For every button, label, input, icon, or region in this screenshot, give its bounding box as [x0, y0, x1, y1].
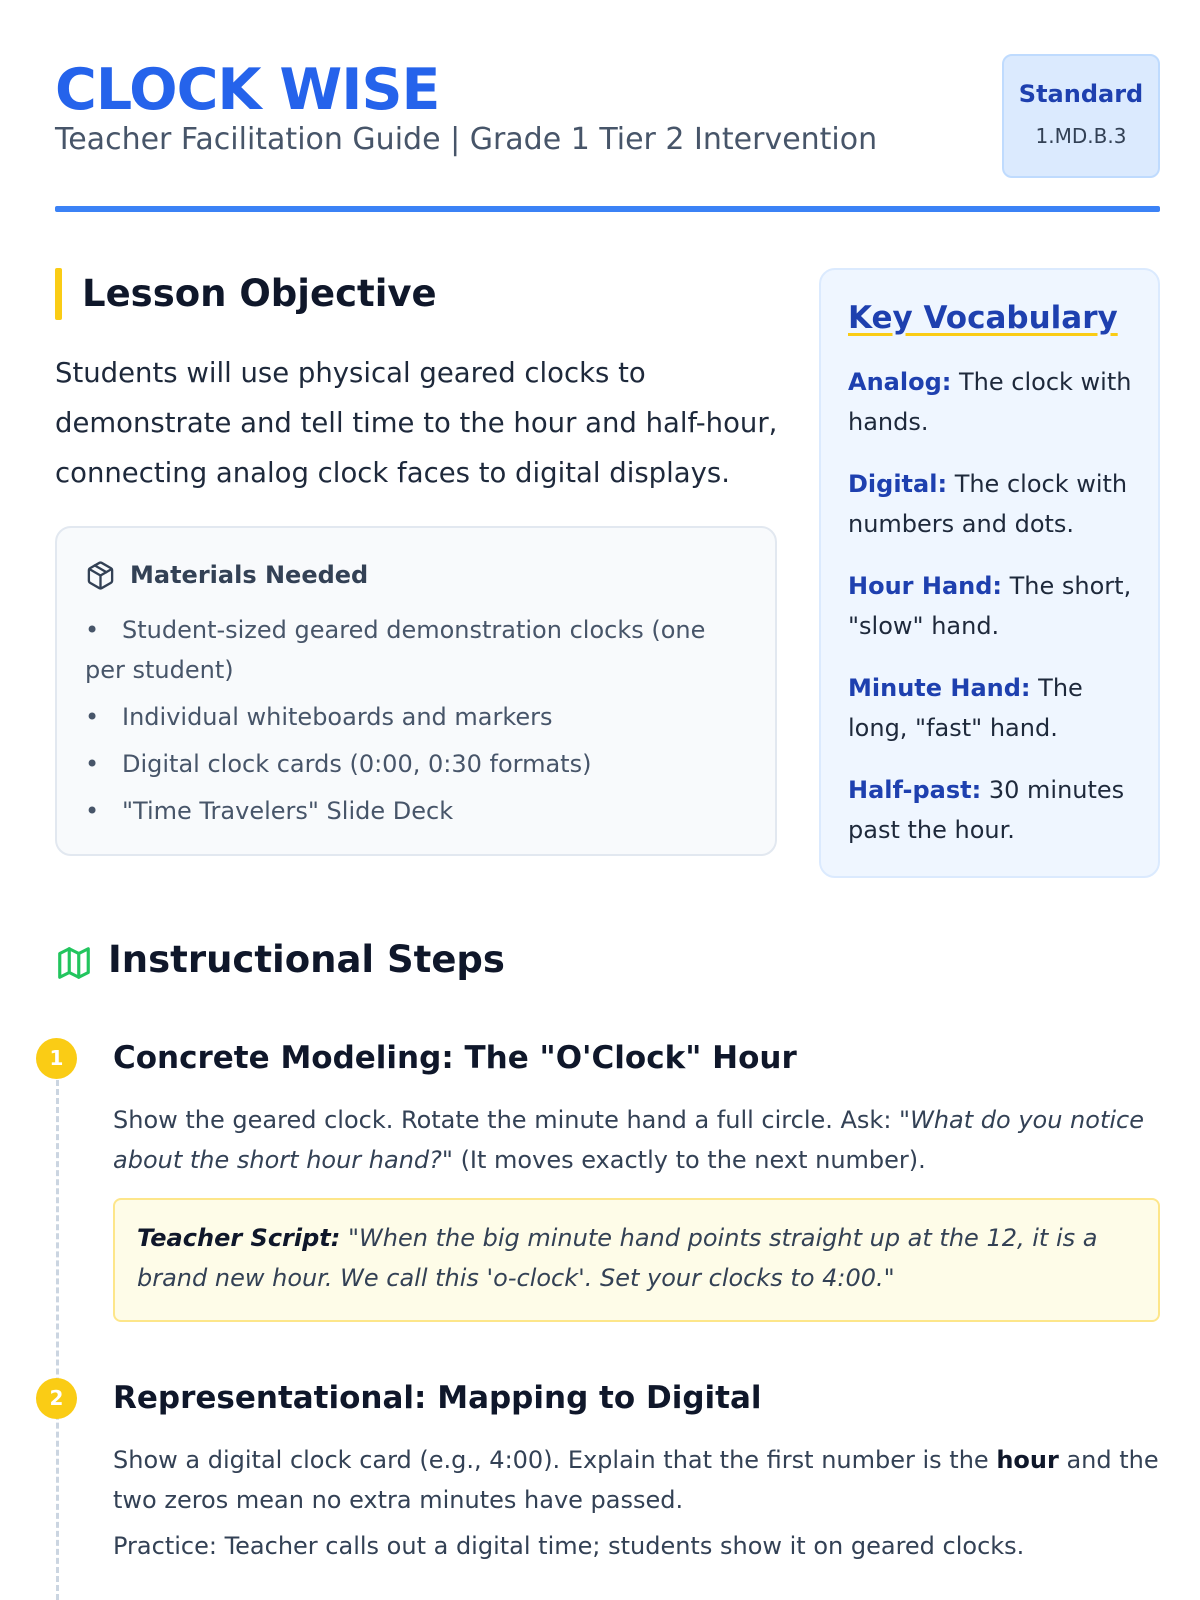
vocabulary-list [848, 362, 1143, 872]
step-text-outro: and the two zeros mean no extra minutes have passed. [113, 1446, 1159, 1514]
materials-panel [55, 526, 777, 856]
page-subtitle: Teacher Facilitation Guide | Grade 1 Tier 2 Intervention [55, 122, 878, 157]
vocabulary-definition: 30 minutes past the hour. [848, 776, 1125, 844]
vocabulary-definition: The clock with numbers and dots. [848, 470, 1128, 538]
step-text-outro: (It moves exactly to the next number). [452, 1146, 926, 1174]
vocabulary-term: Half-past: [848, 776, 982, 804]
step-text-emphasis: hour [996, 1446, 1059, 1474]
step-number-badge: 2 [36, 1378, 77, 1419]
materials-item-text: "Time Travelers" Slide Deck [122, 797, 454, 825]
vocabulary-title: Key Vocabulary [848, 300, 1118, 336]
materials-list [85, 610, 745, 838]
step-text-intro: Show the geared clock. Rotate the minute hand a full circle. Ask: [113, 1106, 900, 1134]
vocabulary-term: Analog: [848, 368, 952, 396]
vocabulary-item [848, 566, 1143, 646]
map-icon [55, 944, 93, 982]
vocabulary-definition: The clock with hands. [848, 368, 1132, 436]
step-text [113, 1100, 1160, 1180]
standard-value: 1.MD.B.3 [1035, 124, 1127, 148]
step-text [113, 1440, 1160, 1520]
objective-text: Students will use physical geared clocks to demonstrate and tell time to the hour and half-hour, connecting analog clock faces to digital displays. [55, 357, 778, 489]
list-item [85, 697, 745, 737]
standard-label: Standard [1018, 80, 1144, 108]
teacher-script-box [113, 1198, 1160, 1322]
materials-item-text: Individual whiteboards and markers [122, 703, 553, 731]
step-title: Representational: Mapping to Digital [113, 1380, 762, 1416]
teacher-script-label: Teacher Script: [137, 1224, 341, 1252]
vocabulary-term: Minute Hand: [848, 674, 1031, 702]
step-text-intro: Show a digital clock card (e.g., 4:00). Explain that the first number is the [113, 1446, 997, 1474]
step-number-badge: 1 [36, 1038, 77, 1079]
materials-title: Materials Needed [130, 561, 369, 589]
steps-title: Instructional Steps [108, 938, 505, 981]
materials-item-text: Digital clock cards (0:00, 0:30 formats) [122, 750, 592, 778]
vocabulary-item [848, 464, 1143, 544]
step-2 [36, 1378, 1160, 1578]
bullet-icon: • [85, 750, 100, 778]
vocabulary-term: Digital: [848, 470, 948, 498]
step-practice-text: Practice: Teacher calls out a digital time; students show it on geared clocks. [113, 1532, 1025, 1560]
bullet-icon: • [85, 616, 100, 644]
vocabulary-definition: The long, "fast" hand. [848, 674, 1083, 742]
step-1 [36, 1038, 1160, 1328]
vocabulary-panel [819, 268, 1160, 878]
bullet-icon: • [85, 797, 100, 825]
standard-badge [1002, 54, 1160, 178]
teacher-script-text: "When the big minute hand points straight up at the 12, it is a brand new hour. We call this 'o-clock'. Set your clocks to 4:00." [137, 1224, 1098, 1292]
vocabulary-term: Hour Hand: [848, 572, 1002, 600]
step-title: Concrete Modeling: The "O'Clock" Hour [113, 1040, 797, 1076]
list-item [85, 744, 745, 784]
header [55, 50, 1160, 215]
vocabulary-item [848, 770, 1143, 850]
step-question: "What do you notice about the short hour hand?" [113, 1106, 1144, 1174]
bullet-icon: • [85, 703, 100, 731]
page-title: CLOCK WISE [55, 57, 440, 123]
objective-title: Lesson Objective [82, 272, 437, 315]
vocabulary-item [848, 362, 1143, 442]
vocabulary-item [848, 668, 1143, 748]
vocabulary-definition: The short, "slow" hand. [848, 572, 1132, 640]
materials-item-text: Student-sized geared demonstration clocks (one per student) [85, 616, 706, 684]
objective-accent-bar [55, 268, 62, 320]
header-divider [55, 206, 1160, 212]
list-item [85, 610, 745, 690]
box-icon [85, 560, 116, 591]
list-item [85, 791, 745, 831]
